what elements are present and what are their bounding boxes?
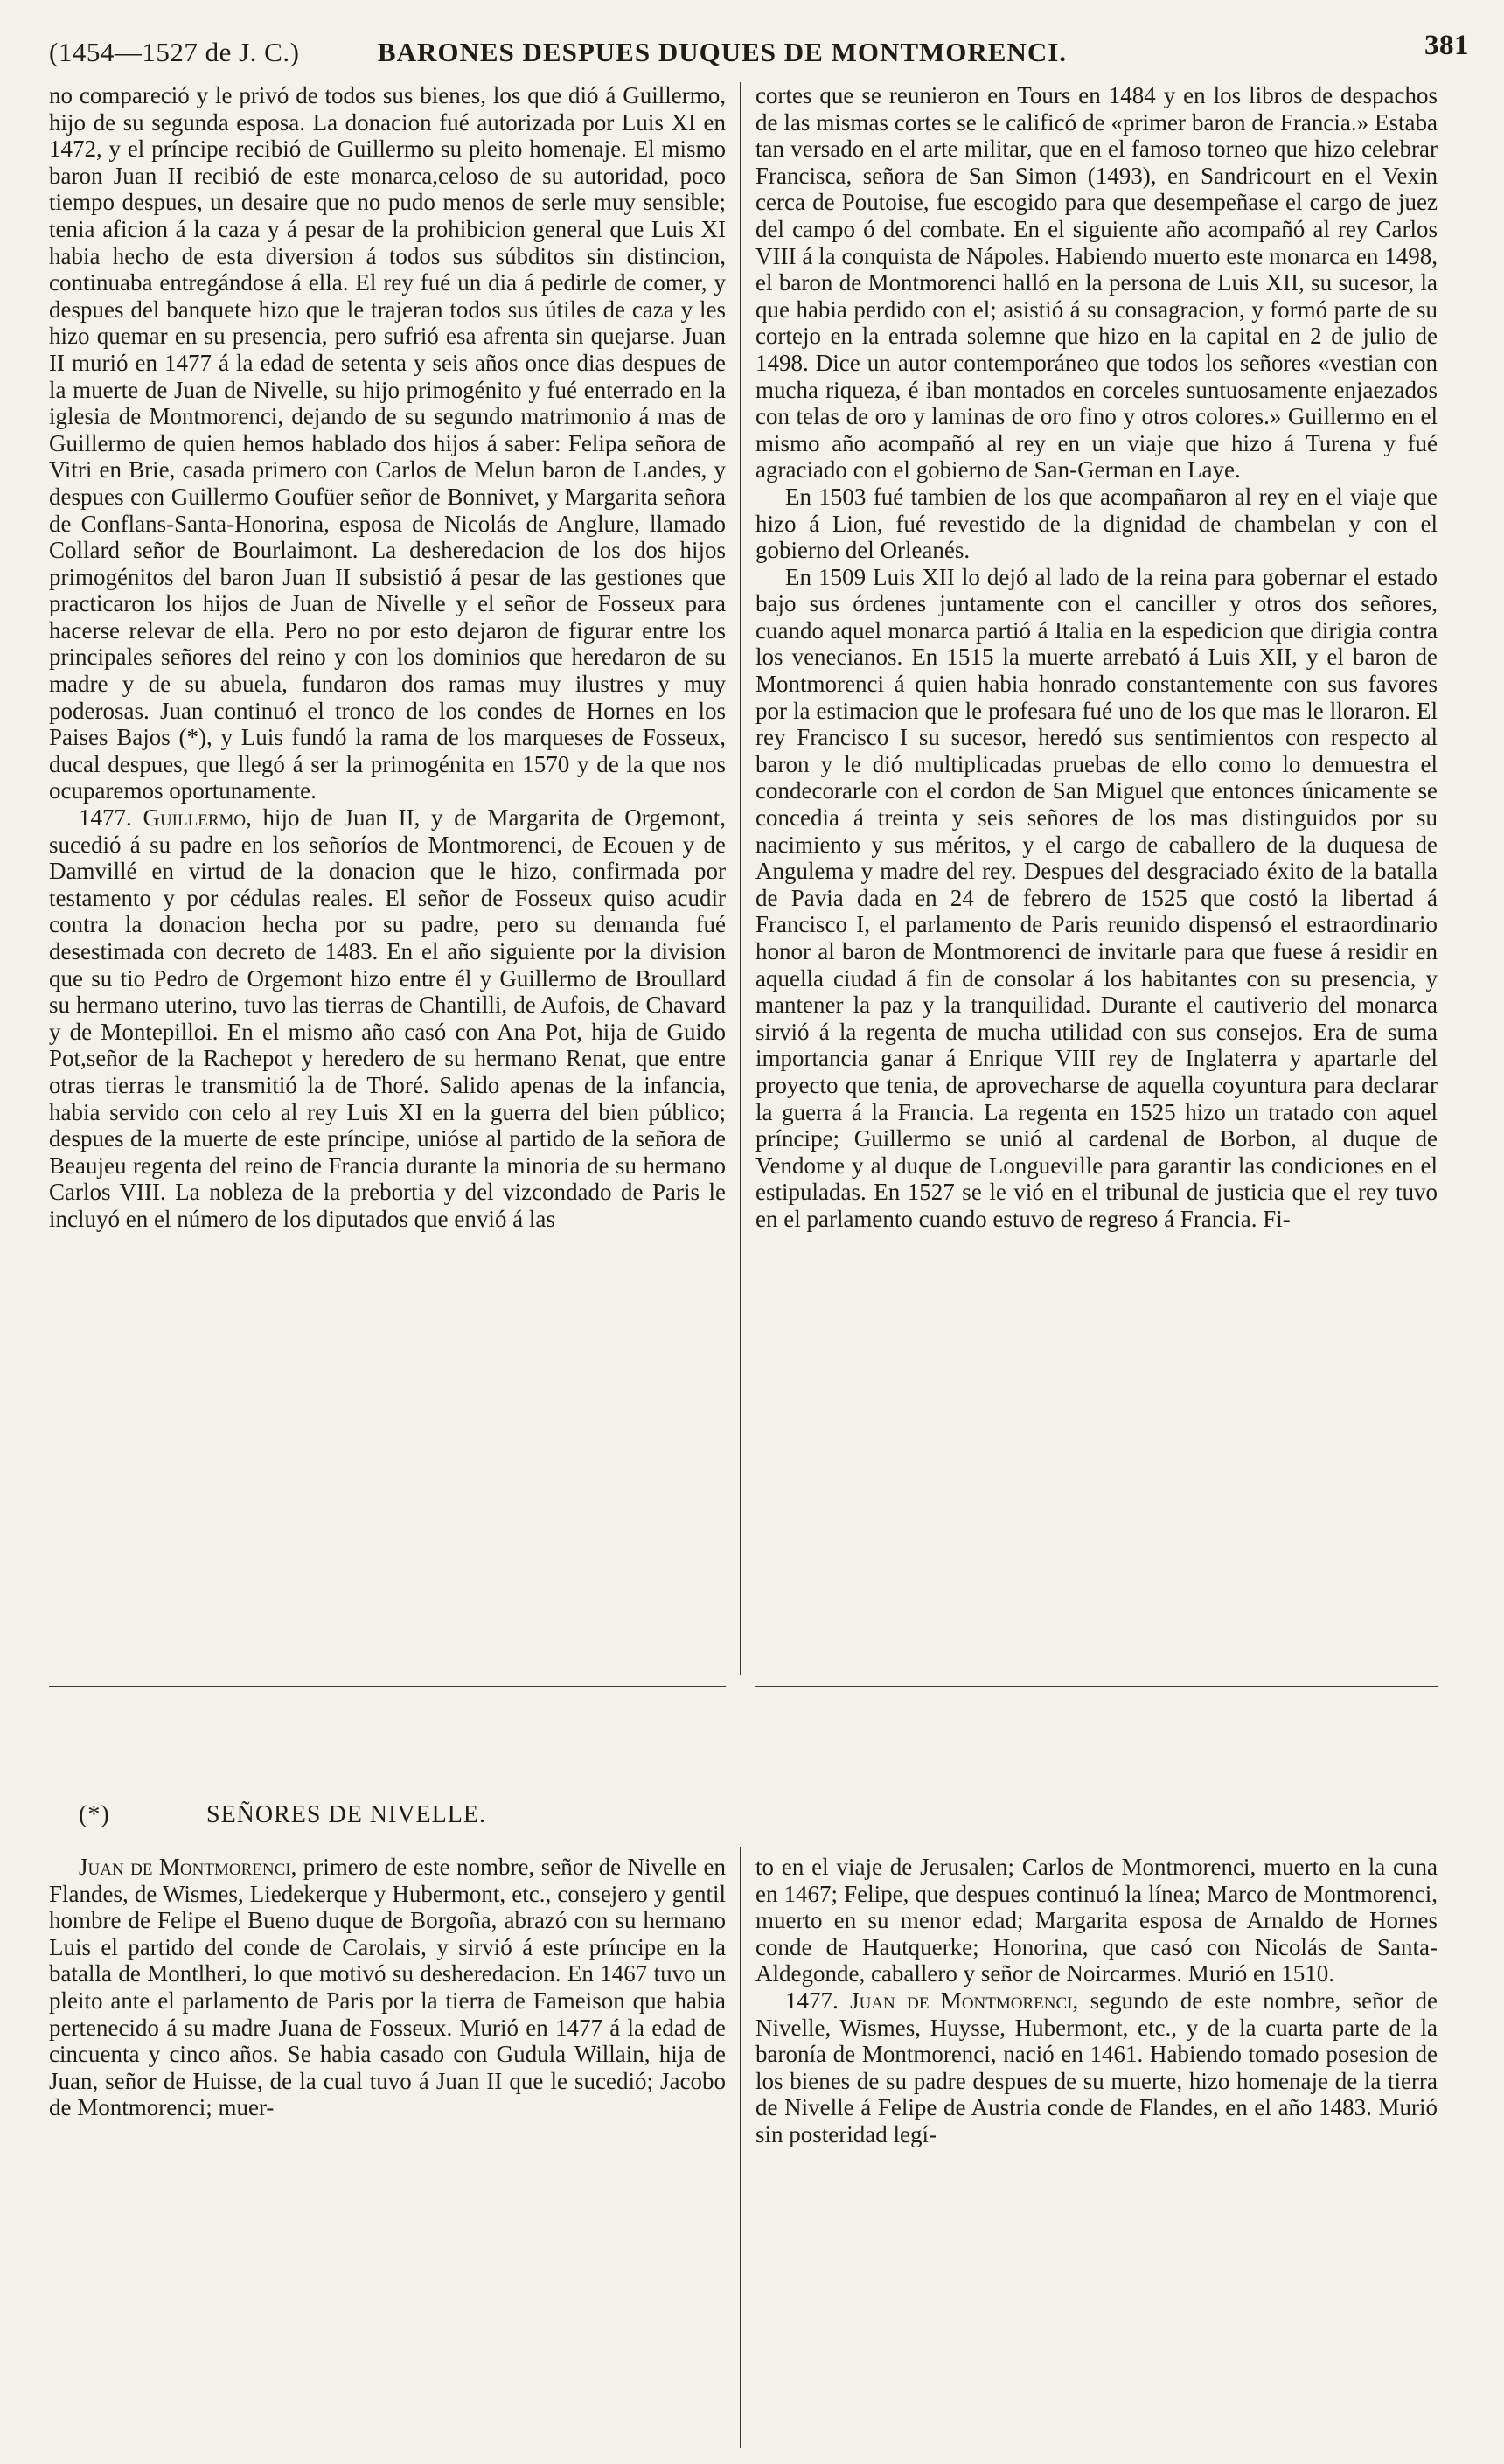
paragraph [755, 1987, 1438, 2148]
paragraph [49, 1854, 726, 2121]
paragraph-text: , primero de este nombre, señor de Nivelle en Flandes, de Wismes, Liedekerque y Hubermont, etc., consejero y gentil hombre de Felipe el Bueno duque de Borgoña, abrazó con su hermano Luis el partido del conde de Carolais, y sirvió á este príncipe en la batalla de Montlheri, lo que motivó su desheredacion. En 1467 tuvo un pleito ante el parlamento de Paris por la tierra de Fameison que habia pertenecido á su madre Juana de Fosseux. Murió en 1477 á la edad de cincuenta y cinco años. Se habia casado con Gudula Willain, hija de Juan, señor de Huisse, de la cual tuvo á Juan II que le sucedió; Jacobo de Montmorenci; muer- [49, 1854, 727, 2121]
page-number: 381 [1424, 30, 1469, 61]
header-title: BARONES DESPUES DUQUES DE MONTMORENCI. [377, 37, 1068, 67]
header-date-range: (1454—1527 de J. C.) [49, 37, 300, 67]
person-name: Juan de Montmorenci [79, 1854, 291, 1880]
footnote-right-column [755, 1854, 1438, 2448]
footnote-separator [49, 1686, 726, 1687]
footnote-left-column [49, 1854, 726, 2448]
paragraph-text: , segundo de este nombre, señor de Nivelle, Wismes, Huysse, Hubermont, etc., y de la cuarta parte de la baronía de Montmorenci, nació en 1461. Habiendo tomado posesion de los bienes de su padre despues de su muerte, hizo homenaje de la tierra de Nivelle á Felipe de Austria conde de Flandes, en el año 1483. Murió sin posteridad legí- [755, 1987, 1438, 2147]
column-divider [740, 82, 741, 1675]
footnote-title: SEÑORES DE NIVELLE. [206, 1801, 486, 1828]
year-label: 1477. [79, 804, 132, 832]
person-name: Guillermo [143, 804, 247, 832]
paragraph-text: , hijo de Juan II, y de Margarita de Orgemont, sucedió á su padre en los señoríos de Montmorenci, de Ecouen y de Damvillé en virtud de la donacion que le hizo, confirmada por testamento y por cédulas reales. El señor de Fosseux quiso acudir contra la donacion hecha por su padre, pero su demanda fué desestimada con decreto de 1483. En el año siguiente por la division que su tio Pedro de Orgemont hizo entre él y Guillermo de Broullard su hermano uterino, tuvo las tierras de Chantilli, de Aufois, de Chavard y de Montepilloi. En el mismo año casó con Ana Pot, hija de Guido Pot,señor de la Rachepot y heredero de su hermano Renat, que entre otras tierras le transmitió la de Thoré. Salido apenas de la infancia, habia servido con celo al rey Luis XI en la guerra del bien público; despues de la muerte de este príncipe, unióse al partido de la señora de Beaujeu regenta del reino de Francia durante la minoria de su hermano Carlos VIII. La nobleza de la prebortia y del vizcondado de Paris le incluyó en el número de los diputados que envió á las [49, 804, 727, 1232]
footnote-separator [755, 1686, 1438, 1687]
right-column-main [755, 82, 1438, 1674]
footnote-mark: (*) [79, 1801, 110, 1828]
paragraph [49, 804, 726, 1233]
paragraph: no compareció y le privó de todos sus bienes, los que dió á Guillermo, hijo de su segunda esposa. La donacion fué autorizada por Luis XI en 1472, y el príncipe recibió de Guillermo su pleito homenaje. El mismo baron Juan II recibió de este monarca,celoso de su autoridad, poco tiempo despues, un desaire que no pudo menos de serle muy sensible; tenia aficion á la caza y á pesar de la prohibicion general que Luis XI habia hecho de esta diversion á todos sus súbditos sin distincion, continuaba entregándose á ella. El rey fué un dia á pedirle de comer, y despues del banquete hizo que le trajeran todos sus útiles de caza y les hizo quemar en su presencia, pero sufrió esa afrenta sin quejarse. Juan II murió en 1477 á la edad de setenta y seis años once dias despues de la muerte de Juan de Nivelle, su hijo primogénito y fué enterrado en la iglesia de Montmorenci, dejando de su segundo matrimonio á mas de Guillermo de quien hemos hablado dos hijos á saber: Felipa señora de Vitri en Brie, casada primero con Carlos de Melun baron de Landes, y despues con Guillermo Goufüer señor de Bonnivet, y Margarita señora de Conflans-Santa-Honorina, esposa de Nicolás de Anglure, llamado Collard señor de Bourlaimont. La desheredacion de los dos hijos primogénitos del baron Juan II subsistió á pesar de las gestiones que practicaron los hijos de Juan de Nivelle y el señor de Fosseux para hacerse relevar de ella. Pero no por esto dejaron de figurar entre los principales señores del reino y con los dominios que heredaron de su madre y de su abuela, fundaron dos ramas muy ilustres y muy poderosas. Juan continuó el tronco de los condes de Hornes en los Paises Bajos (*), y Luis fundó la rama de los marqueses de Fosseux, ducal despues, que llegó á ser la primogénita en 1570 y de la que nos ocuparemos oportunamente. [49, 82, 726, 804]
footnote-heading [49, 1801, 726, 1836]
page-header [49, 26, 1469, 75]
left-column-main [49, 82, 726, 1674]
column-divider [740, 1847, 741, 2448]
paragraph: En 1503 fué tambien de los que acompañaron al rey en el viaje que hizo á Lion, fué revestido de la dignidad de chambelan y con el gobierno del Orleanés. [755, 483, 1438, 564]
person-name: Juan de Montmorenci [850, 1987, 1073, 2014]
paragraph: En 1509 Luis XII lo dejó al lado de la reina para gobernar el estado bajo sus órdenes juntamente con el canciller y otros dos señores, cuando aquel monarca partió á Italia en la espedicion que dirigia contra los venecianos. En 1515 la muerte arrebató á Luis XII, y el baron de Montmorenci á quien habia honrado constantemente con sus favores por la estimacion que le profesara fué uno de los que mas le lloraron. El rey Francisco I su sucesor, heredó sus sentimientos con respecto al baron y le dió multiplicadas pruebas de ello como lo demuestra el condecorarle con el cordon de San Miguel que entonces únicamente se concedia á treinta y seis señores de los mas distinguidos por su nacimiento y sus méritos, y el cargo de caballero de la duquesa de Angulema y madre del rey. Despues del desgraciado éxito de la batalla de Pavia dada en 24 de febrero de 1525 que costó la libertad á Francisco I, el parlamento de Paris reunido dispensó el estraordinario honor al baron de Montmorenci de invitarle para que fuese á residir en aquella ciudad á fin de consolar á los habitantes con su presencia, y mantener la paz y la tranquilidad. Durante el cautiverio del monarca sirvió á la regenta de mucha utilidad con sus consejos. Era de suma importancia ganar á Enrique VIII rey de Inglaterra y apartarle del proyecto que tenia, de aprovecharse de aquella coyuntura para declarar la guerra á la Francia. La regenta en 1525 hizo un tratado con aquel príncipe; Guillermo se unió al cardenal de Borbon, al duque de Vendome y al duque de Longueville para garantir las condiciones en el estipuladas. En 1527 se le vió en el tribunal de justicia que el rey tuvo en el parlamento cuando estuvo de regreso á Francia. Fi- [755, 563, 1438, 1232]
paragraph: to en el viaje de Jerusalen; Carlos de Montmorenci, muerto en la cuna en 1467; Felipe, que despues continuó la línea; Marco de Montmorenci, muerto en su menor edad; Margarita esposa de Arnaldo de Hornes conde de Hautquerke; Honorina, que casó con Nicolás de Santa-Aldegonde, caballero y señor de Noircarmes. Murió en 1510. [755, 1854, 1438, 1987]
year-label: 1477. [785, 1987, 839, 2014]
paragraph: cortes que se reunieron en Tours en 1484 y en los libros de despachos de las mismas cortes se le calificó de «primer baron de Francia.» Estaba tan versado en el arte militar, que en el famoso torneo que hizo celebrar Francisca, señora de San Simon (1493), en Sandricourt en el Vexin cerca de Poutoise, fue escogido para que desempeñase el cargo de juez del campo ó del combate. En el siguiente año acompañó al rey Carlos VIII á la conquista de Nápoles. Habiendo muerto este monarca en 1498, el baron de Montmorenci halló en la persona de Luis XII, su sucesor, la que habia perdido con el; asistió á su consagracion, y formó parte de su cortejo en la entrada solemne que hizo en la capital en 2 de julio de 1498. Dice un autor contemporáneo que todos los señores «vestian con mucha riqueza, é iban montados en corceles suntuosamente enjaezados con telas de oro y laminas de oro fino y otros colores.» Guillermo en el mismo año acompañó al rey en un viaje que hizo á Turena y fué agraciado con el gobierno de San-German en Laye. [755, 82, 1438, 484]
